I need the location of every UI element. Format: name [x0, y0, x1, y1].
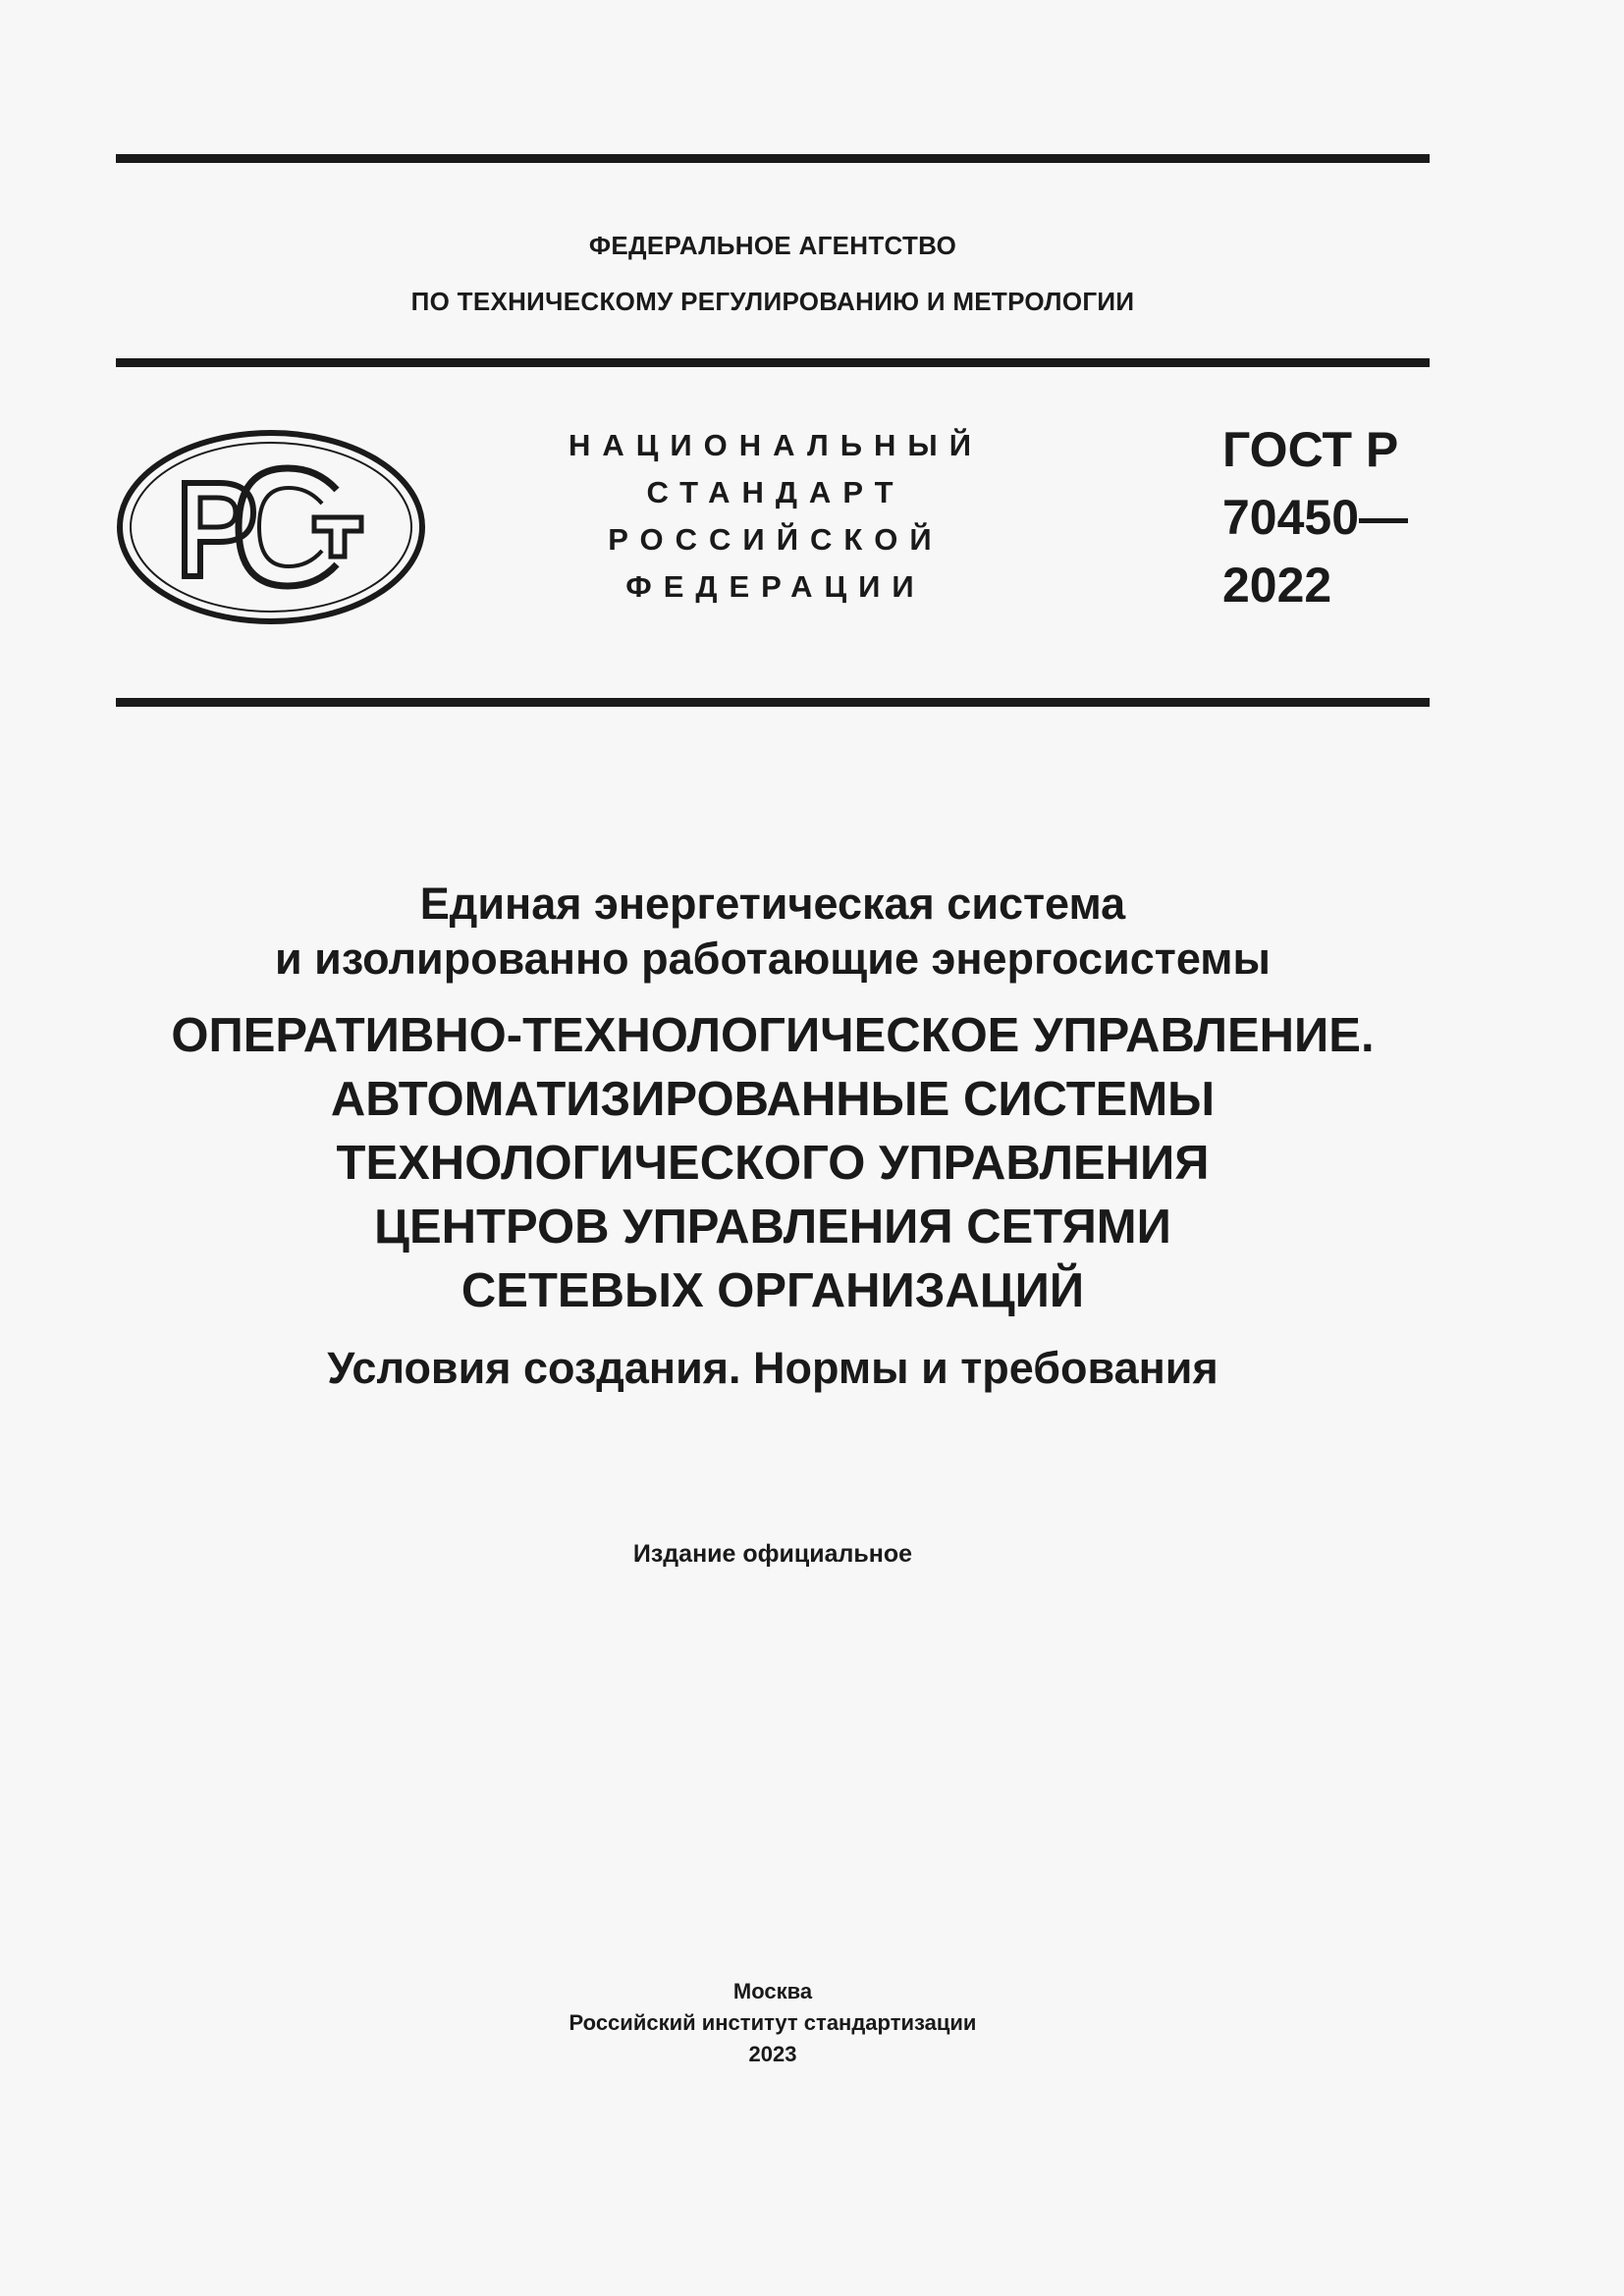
title-intro-line-1: Единая энергетическая система — [419, 879, 1126, 929]
imprint — [116, 1976, 1430, 2070]
edition-label: Издание официальное — [632, 1540, 913, 1568]
national-standard-label — [530, 422, 1021, 611]
title-main-line-4: ЦЕНТРОВ УПРАВЛЕНИЯ СЕТЯМИ — [374, 1201, 1171, 1254]
document-title — [116, 877, 1430, 1396]
standard-designation — [1222, 416, 1408, 619]
top-divider — [116, 154, 1430, 163]
title-block-divider — [116, 698, 1430, 707]
imprint-publisher: Российский институт стандартизации — [568, 2010, 977, 2035]
rst-mark-svg — [116, 429, 426, 625]
agency-line-2: ПО ТЕХНИЧЕСКОМУ РЕГУЛИРОВАНИЮ И МЕТРОЛОГИИ — [410, 287, 1135, 316]
title-intro — [116, 877, 1430, 987]
title-main-line-3: ТЕХНОЛОГИЧЕСКОГО УПРАВЛЕНИЯ — [336, 1137, 1210, 1190]
designation-line-1: ГОСТ Р — [1222, 422, 1399, 477]
title-subtitle — [116, 1341, 1430, 1396]
title-main-line-1: ОПЕРАТИВНО-ТЕХНОЛОГИЧЕСКОЕ УПРАВЛЕНИЕ. — [171, 1009, 1375, 1062]
title-intro-line-2: и изолированно работающие энергосистемы — [275, 934, 1271, 984]
title-main — [116, 1004, 1430, 1323]
natstd-line-3: РОССИЙСКОЙ — [608, 522, 944, 557]
natstd-line-4: ФЕДЕРАЦИИ — [625, 569, 926, 604]
designation-line-3: 2022 — [1222, 558, 1332, 613]
title-main-line-2: АВТОМАТИЗИРОВАННЫЕ СИСТЕМЫ — [330, 1073, 1216, 1126]
header-divider — [116, 358, 1430, 367]
title-main-line-5: СЕТЕВЫХ ОРГАНИЗАЦИЙ — [460, 1264, 1085, 1317]
subtitle-text: Условия создания. Нормы и требования — [327, 1343, 1218, 1393]
agency-name — [116, 218, 1430, 330]
imprint-city: Москва — [732, 1979, 813, 2003]
natstd-line-1: НАЦИОНАЛЬНЫЙ — [568, 428, 984, 462]
rst-logo-icon — [116, 429, 426, 625]
natstd-line-2: СТАНДАРТ — [646, 475, 905, 509]
designation-line-2: 70450— — [1222, 490, 1409, 545]
agency-line-1: ФЕДЕРАЛЬНОЕ АГЕНТСТВО — [588, 231, 957, 260]
imprint-year: 2023 — [748, 2042, 797, 2066]
